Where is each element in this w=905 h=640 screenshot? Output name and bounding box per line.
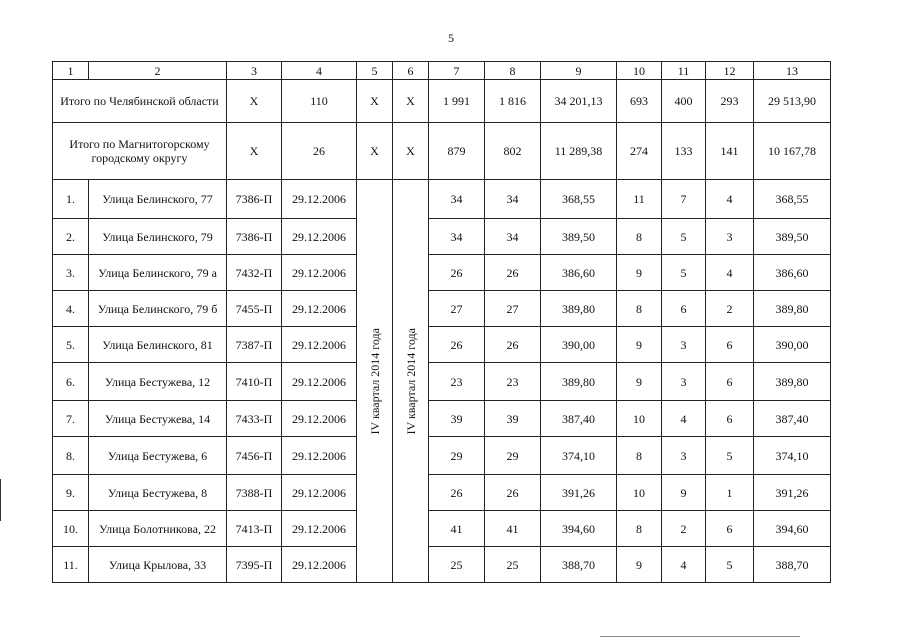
- row-number: 11.: [53, 547, 89, 583]
- table-cell: 386,60: [541, 255, 617, 291]
- table-cell: 390,00: [754, 327, 831, 363]
- table-cell: 1 991: [429, 80, 485, 123]
- table-cell: 27: [485, 291, 541, 327]
- table-cell: 34: [429, 219, 485, 255]
- table-cell: 9: [662, 475, 706, 511]
- header-cell: 4: [282, 62, 357, 80]
- table-cell: Х: [357, 123, 393, 180]
- table-cell: 879: [429, 123, 485, 180]
- table-cell: 29 513,90: [754, 80, 831, 123]
- table-row: [53, 180, 831, 219]
- row-number: 7.: [53, 401, 89, 437]
- table-cell: 3: [662, 437, 706, 475]
- row-number: 8.: [53, 437, 89, 475]
- row-number: 4.: [53, 291, 89, 327]
- table-cell: 10: [617, 475, 662, 511]
- decree-number: 7456-П: [227, 437, 282, 475]
- table-cell: 368,55: [541, 180, 617, 219]
- quarter-label: IV квартал 2014 года: [403, 328, 418, 435]
- quarter-cell: [357, 180, 393, 583]
- total-row-region: [53, 80, 831, 123]
- table-cell: 10 167,78: [754, 123, 831, 180]
- address-cell: Улица Белинского, 79: [89, 219, 227, 255]
- table-cell: 23: [485, 363, 541, 401]
- table-cell: 6: [706, 511, 754, 547]
- header-row: [53, 62, 831, 80]
- table-cell: 390,00: [541, 327, 617, 363]
- table-cell: 133: [662, 123, 706, 180]
- table-cell: 1: [706, 475, 754, 511]
- table-cell: 26: [429, 255, 485, 291]
- table-cell: 4: [706, 180, 754, 219]
- table-cell: 25: [485, 547, 541, 583]
- table-row: [53, 511, 831, 547]
- address-cell: Улица Бестужева, 12: [89, 363, 227, 401]
- row-number: 10.: [53, 511, 89, 547]
- header-cell: 2: [89, 62, 227, 80]
- table-cell: 2: [706, 291, 754, 327]
- table-row: [53, 255, 831, 291]
- table-cell: 389,50: [541, 219, 617, 255]
- table-cell: 25: [429, 547, 485, 583]
- table-cell: 389,80: [754, 291, 831, 327]
- decree-date: 29.12.2006: [282, 547, 357, 583]
- table-cell: 387,40: [754, 401, 831, 437]
- decree-date: 29.12.2006: [282, 327, 357, 363]
- scan-artifact: [0, 479, 1, 521]
- quarter-label: IV квартал 2014 года: [367, 328, 382, 435]
- header-cell: 10: [617, 62, 662, 80]
- table-cell: 29: [485, 437, 541, 475]
- address-cell: Улица Белинского, 81: [89, 327, 227, 363]
- table-cell: 11: [617, 180, 662, 219]
- row-number: 2.: [53, 219, 89, 255]
- table-cell: 3: [706, 219, 754, 255]
- table-cell: 400: [662, 80, 706, 123]
- table-cell: 693: [617, 80, 662, 123]
- address-cell: Улица Бестужева, 14: [89, 401, 227, 437]
- table-cell: 9: [617, 363, 662, 401]
- table-row: [53, 219, 831, 255]
- table-cell: Х: [357, 80, 393, 123]
- scan-artifact: [600, 636, 800, 637]
- table-cell: 34: [429, 180, 485, 219]
- table-cell: 23: [429, 363, 485, 401]
- table-cell: 3: [662, 363, 706, 401]
- table-row: [53, 401, 831, 437]
- table-cell: 26: [282, 123, 357, 180]
- table-cell: 388,70: [541, 547, 617, 583]
- table-cell: 6: [706, 327, 754, 363]
- decree-number: 7433-П: [227, 401, 282, 437]
- header-cell: 12: [706, 62, 754, 80]
- table-cell: 7: [662, 180, 706, 219]
- table-cell: 9: [617, 255, 662, 291]
- table-cell: Х: [393, 80, 429, 123]
- decree-number: 7388-П: [227, 475, 282, 511]
- table-cell: 5: [662, 219, 706, 255]
- table-cell: 6: [662, 291, 706, 327]
- table-cell: 34: [485, 219, 541, 255]
- table-cell: 2: [662, 511, 706, 547]
- table-cell: 41: [429, 511, 485, 547]
- table-cell: 293: [706, 80, 754, 123]
- decree-number: 7455-П: [227, 291, 282, 327]
- table-cell: 34 201,13: [541, 80, 617, 123]
- decree-number: 7413-П: [227, 511, 282, 547]
- header-cell: 1: [53, 62, 89, 80]
- row-number: 3.: [53, 255, 89, 291]
- decree-date: 29.12.2006: [282, 401, 357, 437]
- decree-date: 29.12.2006: [282, 219, 357, 255]
- decree-date: 29.12.2006: [282, 437, 357, 475]
- table-cell: 1 816: [485, 80, 541, 123]
- table-row: [53, 291, 831, 327]
- table-cell: 26: [429, 475, 485, 511]
- row-number: 1.: [53, 180, 89, 219]
- address-cell: Улица Бестужева, 8: [89, 475, 227, 511]
- table-cell: 391,26: [754, 475, 831, 511]
- table-cell: 26: [485, 475, 541, 511]
- table-cell: 8: [617, 511, 662, 547]
- address-cell: Улица Белинского, 79 а: [89, 255, 227, 291]
- decree-date: 29.12.2006: [282, 363, 357, 401]
- table-cell: 389,80: [754, 363, 831, 401]
- table-cell: Х: [227, 123, 282, 180]
- table-cell: 386,60: [754, 255, 831, 291]
- header-cell: 5: [357, 62, 393, 80]
- table-row: [53, 475, 831, 511]
- table-cell: 5: [706, 547, 754, 583]
- header-cell: 8: [485, 62, 541, 80]
- table-cell: 11 289,38: [541, 123, 617, 180]
- table-cell: 26: [485, 255, 541, 291]
- decree-date: 29.12.2006: [282, 291, 357, 327]
- table-cell: 110: [282, 80, 357, 123]
- table-cell: Х: [393, 123, 429, 180]
- housing-table: [52, 61, 831, 583]
- header-cell: 6: [393, 62, 429, 80]
- table-cell: 34: [485, 180, 541, 219]
- total-row-city: [53, 123, 831, 180]
- row-number: 9.: [53, 475, 89, 511]
- table-cell: 391,26: [541, 475, 617, 511]
- table-row: [53, 327, 831, 363]
- table-cell: 5: [662, 255, 706, 291]
- decree-date: 29.12.2006: [282, 475, 357, 511]
- row-number: 5.: [53, 327, 89, 363]
- table-row: [53, 547, 831, 583]
- decree-date: 29.12.2006: [282, 255, 357, 291]
- table-cell: 26: [429, 327, 485, 363]
- table-cell: 387,40: [541, 401, 617, 437]
- header-cell: 13: [754, 62, 831, 80]
- decree-number: 7410-П: [227, 363, 282, 401]
- table-cell: 6: [706, 363, 754, 401]
- table-cell: 374,10: [754, 437, 831, 475]
- address-cell: Улица Белинского, 77: [89, 180, 227, 219]
- address-cell: Улица Крылова, 33: [89, 547, 227, 583]
- table-cell: 4: [662, 547, 706, 583]
- table-cell: 6: [706, 401, 754, 437]
- quarter-cell: [393, 180, 429, 583]
- table-cell: 394,60: [541, 511, 617, 547]
- decree-number: 7386-П: [227, 180, 282, 219]
- table-cell: 41: [485, 511, 541, 547]
- table-cell: 394,60: [754, 511, 831, 547]
- header-cell: 9: [541, 62, 617, 80]
- decree-number: 7432-П: [227, 255, 282, 291]
- address-cell: Улица Болотникова, 22: [89, 511, 227, 547]
- table-cell: 9: [617, 327, 662, 363]
- page-number: 5: [448, 31, 454, 45]
- decree-date: 29.12.2006: [282, 180, 357, 219]
- table-cell: 3: [662, 327, 706, 363]
- table-cell: 389,80: [541, 363, 617, 401]
- table-cell: Х: [227, 80, 282, 123]
- address-cell: Улица Бестужева, 6: [89, 437, 227, 475]
- header-cell: 7: [429, 62, 485, 80]
- table-cell: 10: [617, 401, 662, 437]
- table-cell: 4: [706, 255, 754, 291]
- table-cell: 29: [429, 437, 485, 475]
- table-cell: 368,55: [754, 180, 831, 219]
- table-cell: 27: [429, 291, 485, 327]
- table-cell: 141: [706, 123, 754, 180]
- table-cell: 8: [617, 219, 662, 255]
- table-cell: 388,70: [754, 547, 831, 583]
- table-cell: 8: [617, 291, 662, 327]
- table-cell: 9: [617, 547, 662, 583]
- table-cell: 389,50: [754, 219, 831, 255]
- table-cell: 274: [617, 123, 662, 180]
- address-cell: Улица Белинского, 79 б: [89, 291, 227, 327]
- header-cell: 3: [227, 62, 282, 80]
- decree-number: 7387-П: [227, 327, 282, 363]
- table-cell: 4: [662, 401, 706, 437]
- table-cell: 26: [485, 327, 541, 363]
- table-cell: 802: [485, 123, 541, 180]
- decree-number: 7395-П: [227, 547, 282, 583]
- table-row: [53, 363, 831, 401]
- decree-date: 29.12.2006: [282, 511, 357, 547]
- total-label: Итого по Челябинской области: [53, 80, 227, 123]
- header-cell: 11: [662, 62, 706, 80]
- table-cell: 389,80: [541, 291, 617, 327]
- row-number: 6.: [53, 363, 89, 401]
- total-label: Итого по Магнитогорскому городскому округу: [53, 123, 227, 180]
- table-cell: 8: [617, 437, 662, 475]
- table-cell: 5: [706, 437, 754, 475]
- table-cell: 39: [485, 401, 541, 437]
- table-cell: 374,10: [541, 437, 617, 475]
- table-row: [53, 437, 831, 475]
- table-cell: 39: [429, 401, 485, 437]
- decree-number: 7386-П: [227, 219, 282, 255]
